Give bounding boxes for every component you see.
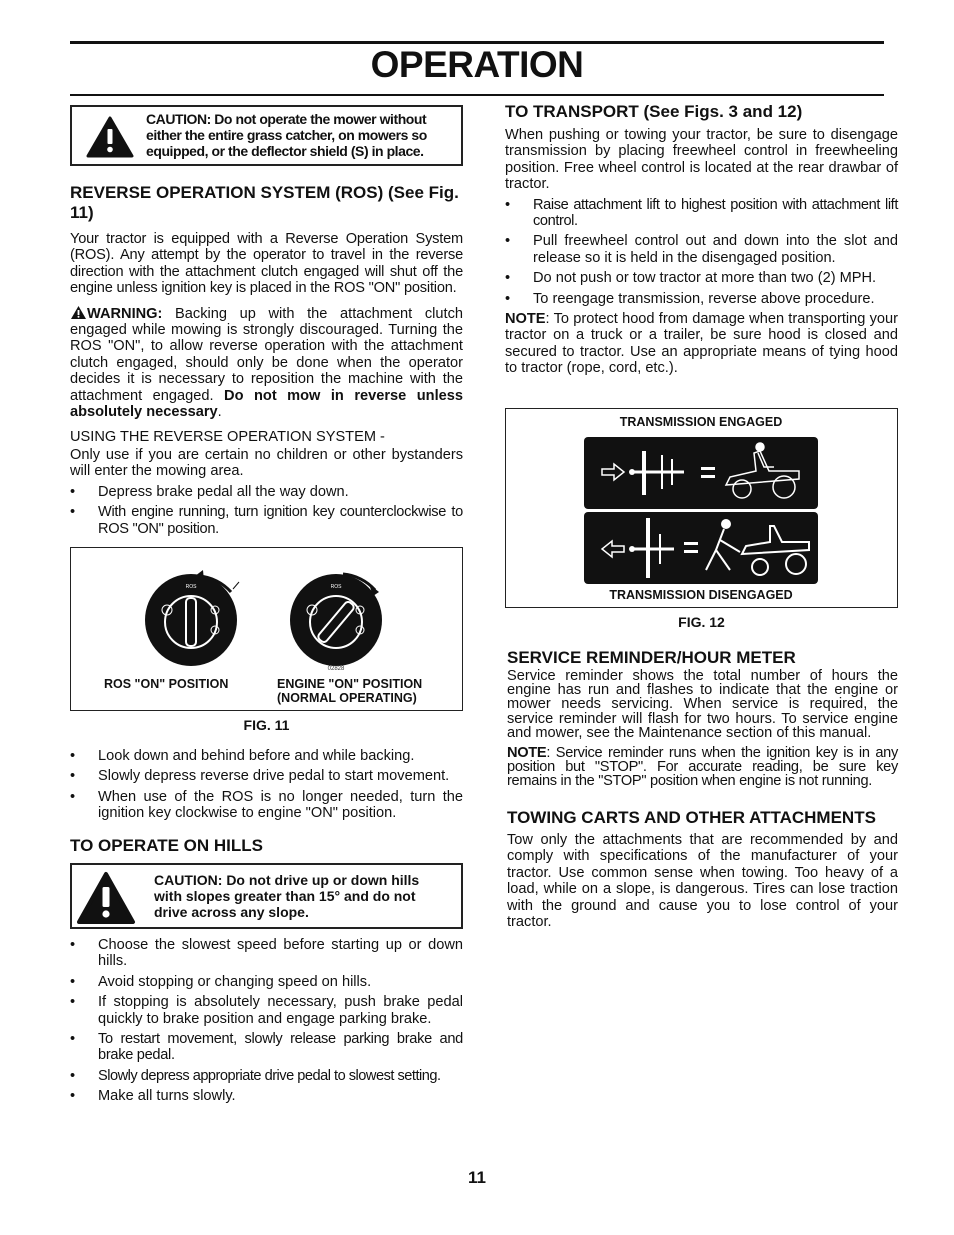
using-steps	[70, 484, 463, 537]
list-item: • If stopping is absolutely necessary, push brake pedal quickly to brake position and engage parking brake.	[70, 994, 463, 1027]
service-text: Service reminder shows the total number of hours the engine has run and flashes to indicate that the engine or mower needs servicing. When service is required, the service reminder will flash for two hours. To service engine and mower, see the Maintenance section of this manual.	[507, 668, 898, 741]
service-note	[507, 746, 898, 789]
list-item: • Avoid stopping or changing speed on hills.	[70, 974, 463, 990]
caution-triangle-icon	[76, 871, 136, 925]
figure-12	[505, 408, 898, 608]
hills-steps-section	[70, 937, 463, 1109]
transport-section	[505, 102, 898, 377]
ignition-switch-engine-on-image	[281, 558, 391, 673]
transmission-engaged-image	[584, 437, 818, 509]
caution-text: CAUTION: Do not drive up or down hills with slopes greater than 15° and do not drive across any slope.	[154, 872, 420, 920]
warning-text: Backing up with the attachment clutch engaged while mowing is strongly discouraged. Turning the ROS "ON", to allow reverse operation with the attachment clutch engaged, should only be done when the operator decides it is necessary to reposition the machine with the attachment engaged.	[70, 305, 463, 404]
list-item: • Look down and behind before and while backing.	[70, 748, 463, 764]
transport-heading: TO TRANSPORT (See Figs. 3 and 12)	[505, 102, 803, 121]
label-ros-on-position: ROS "ON" POSITION	[104, 677, 229, 691]
figure-code: 02828	[327, 666, 345, 672]
warning-label: WARNING:	[87, 305, 163, 322]
list-item: • Depress brake pedal all the way down.	[70, 484, 463, 500]
label-transmission-engaged: TRANSMISSION ENGAGED	[619, 415, 783, 429]
figure-12-caption: FIG. 12	[678, 614, 725, 630]
transport-intro: When pushing or towing your tractor, be sure to disengage transmission by placing freewheel control in freewheeling position. Free wheel control is located at the rear drawbar of tractor.	[505, 127, 898, 193]
note-text: : Service reminder runs when the ignition key is in any position but "STOP". For accurate reading, be sure key remains in the "STOP" position when engine is not running.	[507, 745, 898, 790]
using-heading: USING THE REVERSE OPERATION SYSTEM -	[70, 429, 385, 446]
list-item: • When use of the ROS is no longer needed, turn the ignition key clockwise to engine "ON" position.	[70, 789, 463, 822]
page-title: OPERATION	[370, 44, 584, 85]
list-item: • Do not push or tow tractor at more than two (2) MPH.	[505, 270, 898, 286]
transport-steps	[505, 197, 898, 307]
header-rule-bottom	[70, 94, 884, 96]
list-item: • Slowly depress appropriate drive pedal to slowest setting.	[70, 1068, 463, 1084]
ros-heading: REVERSE OPERATION SYSTEM (ROS) (See Fig. 11)	[70, 183, 459, 222]
note-text: : To protect hood from damage when transporting your tractor on a truck or a trailer, be sure hood is closed and secured to tractor. Use an appropriate means of tying hood to tractor (rope, cord, etc.).	[505, 311, 898, 377]
backing-steps	[70, 748, 463, 822]
caution-box-hills	[70, 863, 463, 929]
warning-end: .	[217, 404, 222, 421]
towing-section	[507, 808, 898, 930]
svg-text:ROS: ROS	[330, 584, 342, 590]
list-item: • To restart movement, slowly release parking brake and brake pedal.	[70, 1031, 463, 1064]
figure-11-caption: FIG. 11	[243, 717, 290, 733]
transport-note	[505, 311, 898, 377]
caution-triangle-icon	[86, 116, 134, 158]
towing-heading: TOWING CARTS AND OTHER ATTACHMENTS	[507, 808, 876, 827]
service-heading: SERVICE REMINDER/HOUR METER	[507, 648, 796, 667]
hills-steps	[70, 937, 463, 1105]
list-item: • Choose the slowest speed before starting up or down hills.	[70, 937, 463, 970]
note-label: NOTE	[505, 311, 546, 328]
label-transmission-disengaged: TRANSMISSION DISENGAGED	[609, 588, 793, 602]
using-text: Only use if you are certain no children or other bystanders will enter the mowing area.	[70, 446, 463, 480]
list-item: • Make all turns slowly.	[70, 1088, 463, 1104]
ros-intro: Your tractor is equipped with a Reverse Operation System (ROS). Any attempt by the operator to travel in the reverse direction with the attachment clutch engaged will shut off the engine unless ignition key is placed in the ROS "ON" position.	[70, 231, 463, 297]
note-label: NOTE	[507, 745, 547, 762]
transmission-disengaged-image	[584, 512, 818, 584]
list-item: • With engine running, turn ignition key counterclockwise to ROS "ON" position.	[70, 504, 463, 537]
towing-text: Tow only the attachments that are recommended by and comply with specifications of the manufacturer of your tractor. Use common sense when towing. Too heavy of a load, while on a slope, is dangerous. Tires can lose traction with the ground and cause you to lose control of your tractor.	[507, 832, 898, 931]
ignition-switch-ros-on-image	[141, 558, 241, 668]
svg-text:ROS: ROS	[185, 584, 197, 590]
list-item: • Raise attachment lift to highest position with attachment lift control.	[505, 197, 898, 230]
list-item: • To reengage transmission, reverse above procedure.	[505, 291, 898, 307]
caution-box-grass-catcher	[70, 105, 463, 166]
label-engine-on-position: ENGINE "ON" POSITION (NORMAL OPERATING)	[277, 677, 423, 705]
list-item: • Slowly depress reverse drive pedal to start movement.	[70, 768, 463, 784]
service-section	[507, 648, 898, 789]
warning-bold: Do not mow in reverse unless absolutely necessary	[70, 387, 463, 421]
ros-warning	[70, 305, 463, 421]
hills-heading: TO OPERATE ON HILLS	[70, 835, 263, 855]
caution-text: CAUTION: Do not operate the mower without either the entire grass catcher, on mowers so equipped, or the deflector shield (S) in place.	[146, 111, 427, 159]
ros-section	[70, 183, 463, 541]
warning-icon	[70, 305, 87, 320]
page-number: 11	[468, 1168, 486, 1187]
backing-steps-section	[70, 748, 463, 856]
figure-11	[70, 547, 463, 711]
list-item: • Pull freewheel control out and down into the slot and release so it is held in the disengaged position.	[505, 233, 898, 266]
